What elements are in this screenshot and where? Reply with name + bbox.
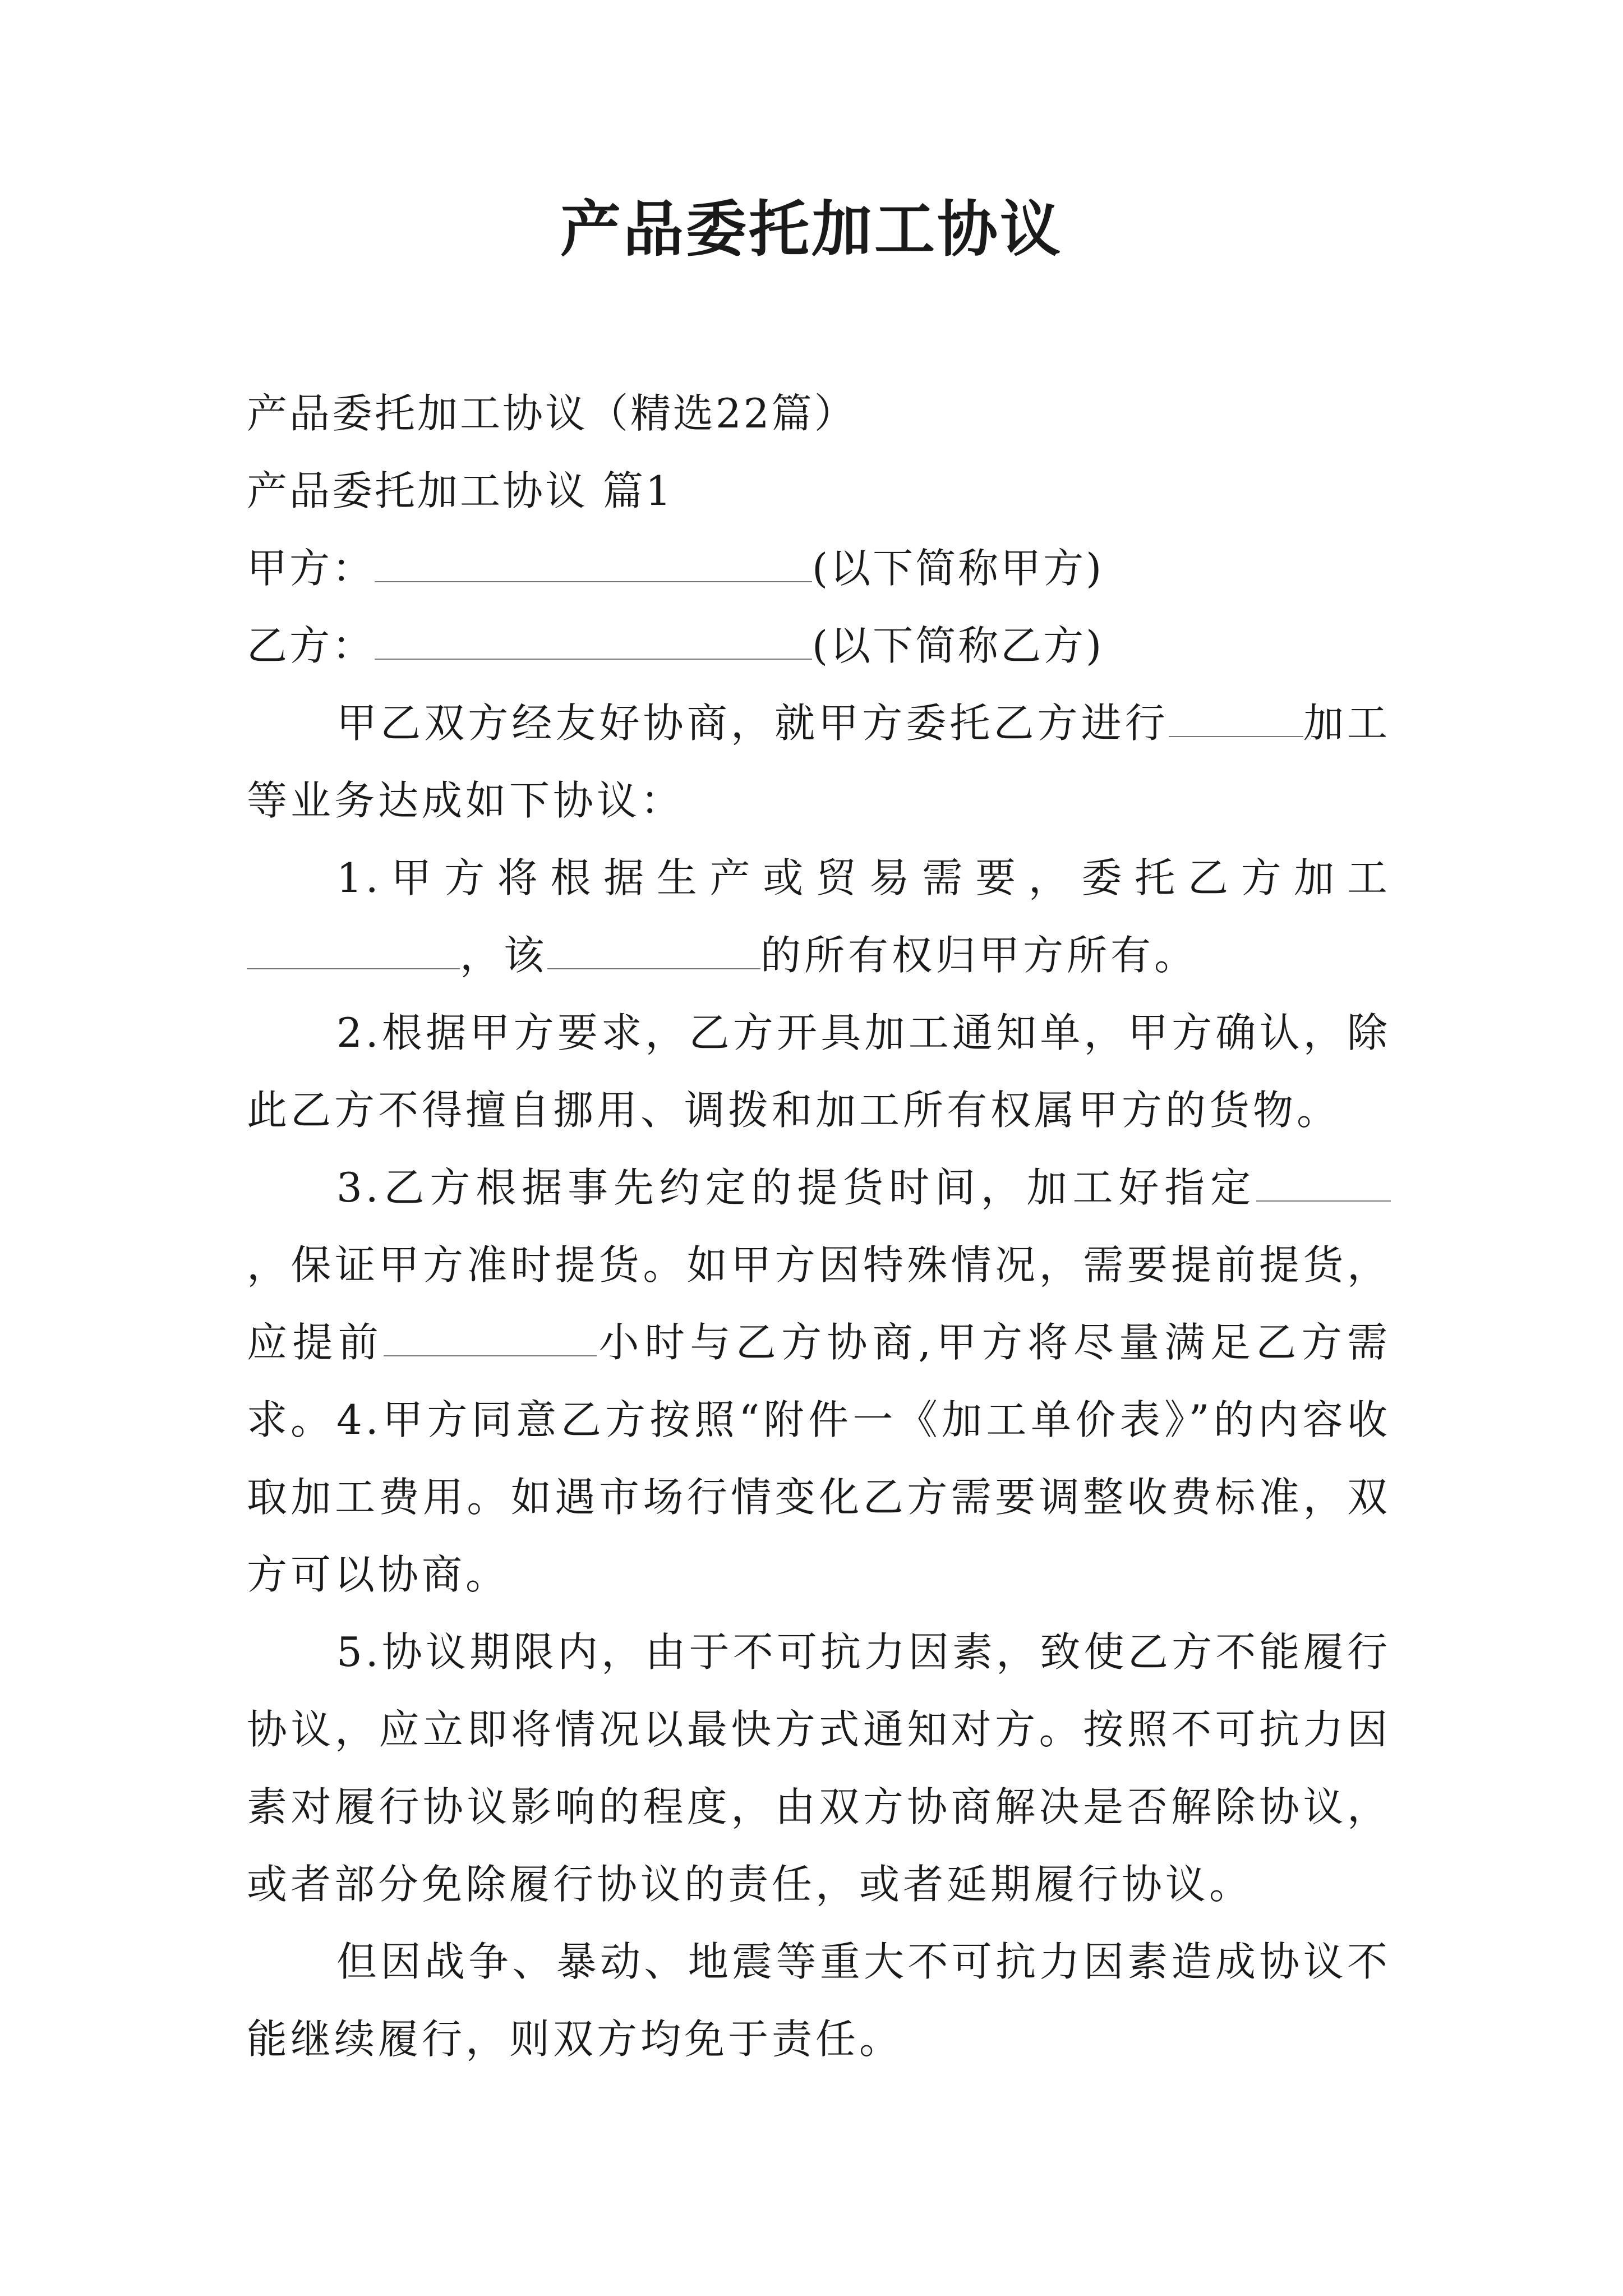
party-a-suffix: (以下简称甲方) bbox=[812, 545, 1104, 592]
clause-4: 4.甲方同意乙方按照“附件一《加工单价表》”的内容收取加工费用。如遇市场行情变化乙方需要调整收费标准，双方可以协商。 bbox=[247, 1396, 1391, 1598]
clause-3-text-2: ，保证甲方准时提货。如甲方因特殊情况，需要提前提货，应提前 bbox=[247, 1241, 1391, 1366]
section-heading: 产品委托加工协议 篇1 bbox=[247, 467, 674, 514]
party-b-blank bbox=[375, 618, 812, 660]
clause-3-blank-2 bbox=[384, 1315, 597, 1356]
clause-6: 但因战争、暴动、地震等重大不可抗力因素造成协议不能继续履行，则双方均免于责任。 bbox=[247, 1938, 1391, 2063]
clause-1 bbox=[247, 839, 1391, 994]
clause-5: 5.协议期限内，由于不可抗力因素，致使乙方不能履行协议，应立即将情况以最快方式通知对方。按照不可抗力因素对履行协议影响的程度，由双方协商解决是否解除协议，或者部分免除履行协议的责任，或者延期履行协议。 bbox=[247, 1628, 1391, 1908]
party-a-label: 甲方： bbox=[247, 545, 375, 592]
party-a-line bbox=[247, 530, 1391, 607]
intro-blank bbox=[1169, 696, 1303, 737]
intro-text-1: 甲乙双方经友好协商，就甲方委托乙方进行 bbox=[336, 700, 1169, 747]
clause-3-text-3: 小时与乙方协商,甲方将尽量满足乙方需求。 bbox=[247, 1319, 1391, 1443]
clause-3-blank-1 bbox=[1256, 1160, 1391, 1202]
clause-2: 2.根据甲方要求，乙方开具加工通知单，甲方确认，除此乙方不得擅自挪用、调拨和加工所有权属甲方的货物。 bbox=[247, 1009, 1391, 1134]
intro-text-2: 加工等业务达成如下协议： bbox=[247, 700, 1391, 824]
clause-1-text-1: 1.甲方将根据生产或贸易需要，委托乙方加工 bbox=[336, 854, 1391, 901]
clause-1-blank-2 bbox=[547, 928, 760, 969]
document-subtitle: 产品委托加工协议（精选22篇） bbox=[247, 390, 857, 437]
party-b-suffix: (以下简称乙方) bbox=[812, 622, 1104, 669]
intro-paragraph bbox=[247, 684, 1391, 839]
document-title: 产品委托加工协议 bbox=[560, 194, 1063, 265]
clause-1-text-3: 的所有权归甲方所有。 bbox=[760, 932, 1198, 979]
party-a-blank bbox=[375, 541, 812, 582]
clause-1-text-2: ，该 bbox=[460, 932, 548, 979]
party-b-label: 乙方： bbox=[247, 622, 375, 669]
clause-1-blank-1 bbox=[247, 928, 460, 969]
party-b-line bbox=[247, 607, 1391, 684]
clause-3-text-1: 3.乙方根据事先约定的提货时间，加工好指定 bbox=[336, 1164, 1256, 1211]
